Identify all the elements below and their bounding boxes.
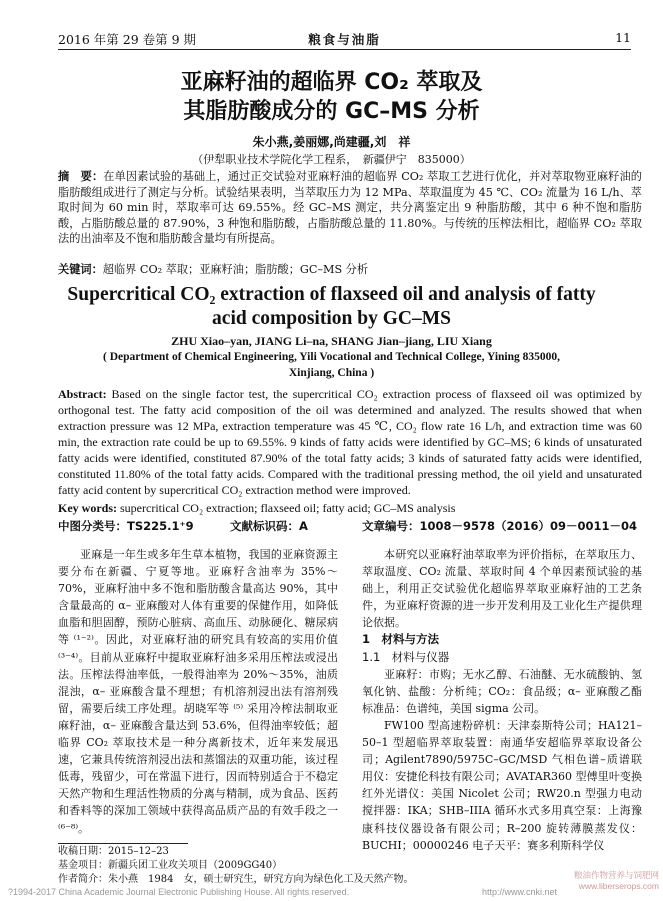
affiliation-cn: （伊犁职业技术学院化学工程系， 新疆伊宁 835000） bbox=[192, 153, 471, 166]
keywords-en bbox=[58, 500, 642, 516]
materials-paragraph: 亚麻籽：市购；无水乙醇、石油醚、无水硫酸钠、氢氧化钠、盐酸：分析纯；CO₂：食品级；α– 亚麻酸乙酯标准品：色谱纯，美国 sigma 公司。 bbox=[362, 667, 642, 715]
page-number: 11 bbox=[615, 30, 631, 45]
document-code: 文献标识码：A bbox=[230, 519, 308, 533]
cnki-watermark: http://www.cnki.net bbox=[482, 887, 558, 897]
abstract-en bbox=[58, 386, 642, 498]
keywords-cn-label: 关键词： bbox=[58, 263, 103, 276]
keywords-en-label: Key words: bbox=[58, 501, 117, 515]
site-watermark: 粮油作物营养与饲肥网 www.liberserops.com bbox=[573, 870, 659, 891]
intro-paragraph-2: 本研究以亚麻籽油萃取率为评价指标，在萃取压力、萃取温度、CO₂ 流量、萃取时间 4 个单因素预试验的基础上，利用正交试验优化超临界萃取亚麻籽油的工艺条件，为亚麻籽资源的进一步开发利用及工业化生产提供理论依据。 bbox=[362, 548, 642, 630]
title-cn-line2: 其脂肪酸成分的 GC–MS 分析 bbox=[183, 99, 480, 124]
abstract-en-text: Based on the single factor test, the supercritical CO₂ extraction process of flaxseed oil was optimized by orthogonal test. The fatty acid composition of the oil was determined and analyzed. The results showed that when extraction pressure was 12 MPa, extraction temperature was 45 ℃, CO₂ flow rate 16 L/h, and extraction time was 60 min, the extraction rate could be up to 69.55%. 9 kinds of fatty acids were identified by GC–MS; 6 kinds of unsaturated fatty acids were identified, constituted 87.90% of the total fatty acids; 3 kinds of saturated fatty acids were identified, constituted 11.80% of the total fatty acids. Compared with the traditional pressing method, the oil yield and unsaturated fatty acid content by supercritical CO₂ extraction method were improved. bbox=[58, 387, 643, 497]
title-cn-line1: 亚麻籽油的超临界 CO₂ 萃取及 bbox=[180, 70, 483, 95]
abstract-en-label: Abstract: bbox=[58, 387, 107, 401]
fund-project: 基金项目：新疆兵团工业攻关项目（2009GG40） bbox=[58, 860, 283, 871]
journal-name: 粮食与油脂 bbox=[308, 32, 381, 47]
issue-info: 2016 年第 29 卷第 9 期 bbox=[58, 32, 197, 47]
abstract-cn bbox=[58, 169, 642, 247]
authors-cn: 朱小燕,姜丽娜,尚建疆,刘 祥 bbox=[252, 135, 411, 149]
affiliation-en-line1: ( Department of Chemical Engineering, Yili Vocational and Technical College, Yining 835000, bbox=[102, 351, 561, 363]
intro-paragraph: 亚麻是一年生或多年生草本植物，我国的亚麻资源主要分布在新疆、宁夏等地。亚麻籽含油率为 35%～70%，亚麻籽油中多不饱和脂肪酸含量高达 90%，其中含量最高的 α– 亚麻酸对人体有重要的保健作用，如降低血脂和胆固醇，预防心脏病、高血压、动脉硬化、糖尿病等 ⁽¹⁻²⁾。因此，对亚麻籽油的研究具有较高的实用价值 ⁽³⁻⁴⁾。目前从亚麻籽中提取亚麻籽油多采用压榨法或浸出法。压榨法得油率低，一般得油率为 20%～35%，油质混浊，α– 亚麻酸含量不理想；有机溶剂浸出法有溶剂残留，需要后续工序处理。胡晓军等 ⁽⁵⁾ 采用冷榨法制取亚麻籽油，α– 亚麻酸含量达到 53.6%，但得油率较低；超临界 CO₂ 萃取技术是一种分离新技术，近年来发展迅速，它兼具传统溶剂浸出法和蒸馏法的双重功能，该过程低毒，残留少，可在常温下进行，因而特别适合于不稳定天然产物和生理活性物质的分离与精制，成为食品、医药和香料等的深加工领域中获得高品质产品的有效手段之一 ⁽⁶⁻⁸⁾。 bbox=[58, 548, 338, 835]
body-left-column bbox=[58, 546, 338, 837]
affiliation-en-line2: Xinjiang, China ) bbox=[288, 367, 375, 379]
body-right-column bbox=[362, 546, 642, 854]
author-note: 作者简介：朱小燕 1984 女，硕士研究生，研究方向为绿色化工及天然产物。 bbox=[58, 874, 414, 885]
keywords-cn bbox=[58, 262, 642, 278]
section-heading-1-1: 1.1 材料与仪器 bbox=[362, 649, 450, 664]
title-en-line2: acid composition by GC–MS bbox=[212, 308, 451, 329]
article-number: 文章编号：1008－9578（2016）09－0011－04 bbox=[362, 519, 638, 533]
header-divider bbox=[58, 49, 631, 50]
instruments-paragraph: FW100 型高速粉碎机：天津泰斯特公司；HA121–50–1 型超临界萃取装置：南通华安超临界萃取设备公司；Agilent7890/5975C–GC/MSD 气相色谱–质谱联用仪：安捷伦科技有限公司；AVATAR360 型傅里叶变换红外光谱仪：美国 Nicolet 公司；RW20.n 型强力电动搅拌器：IKA；SHB–IIIA 循环水式多用真空泵：上海豫康科技仪器设备有限公司；R–200 旋转薄膜蒸发仪：BUCHI；00000246 电子天平：赛多利斯科学仪 bbox=[362, 718, 642, 852]
abstract-cn-text: 在单因素试验的基础上，通过正交试验对亚麻籽油的超临界 CO₂ 萃取工艺进行优化，并对萃取物亚麻籽油的脂肪酸组成进行了测定与分析。试验结果表明，当萃取压力为 12 MPa、萃取温度为 45 ℃、CO₂ 流量为 16 L/h、萃取时间为 60 min 时，萃取率可达 69.55%。经 GC–MS 测定，共分离鉴定出 9 种脂肪酸，其中 6 种不饱和脂肪酸，占脂肪酸总量的 87.90%，3 种饱和脂肪酸，占脂肪酸总量的 11.80%。与传统的压榨法相比，超临界 CO₂ 萃取法的出油率及不饱和脂肪酸含量均有所提高。 bbox=[58, 170, 642, 246]
received-date: 收稿日期：2015–12–23 bbox=[58, 846, 169, 857]
keywords-en-text: supercritical CO₂ extraction; flaxseed oil; fatty acid; GC–MS analysis bbox=[120, 501, 456, 515]
abstract-cn-label: 摘 要： bbox=[58, 170, 104, 183]
title-en-line1: Supercritical CO₂ extraction of flaxseed oil and analysis of fatty bbox=[67, 284, 596, 305]
class-number: 中图分类号：TS225.1⁺9 bbox=[58, 519, 194, 533]
footnote-divider bbox=[58, 843, 188, 844]
keywords-cn-text: 超临界 CO₂ 萃取；亚麻籽油；脂肪酸；GC–MS 分析 bbox=[102, 263, 369, 276]
copyright-watermark: ?1994-2017 China Academic Journal Electronic Publishing House. All rights reserved. bbox=[8, 887, 350, 897]
authors-en: ZHU Xiao–yan, JIANG Li–na, SHANG Jian–jiang, LIU Xiang bbox=[171, 334, 492, 348]
running-header bbox=[58, 30, 631, 48]
section-heading-1: 1 材料与方法 bbox=[362, 632, 440, 647]
